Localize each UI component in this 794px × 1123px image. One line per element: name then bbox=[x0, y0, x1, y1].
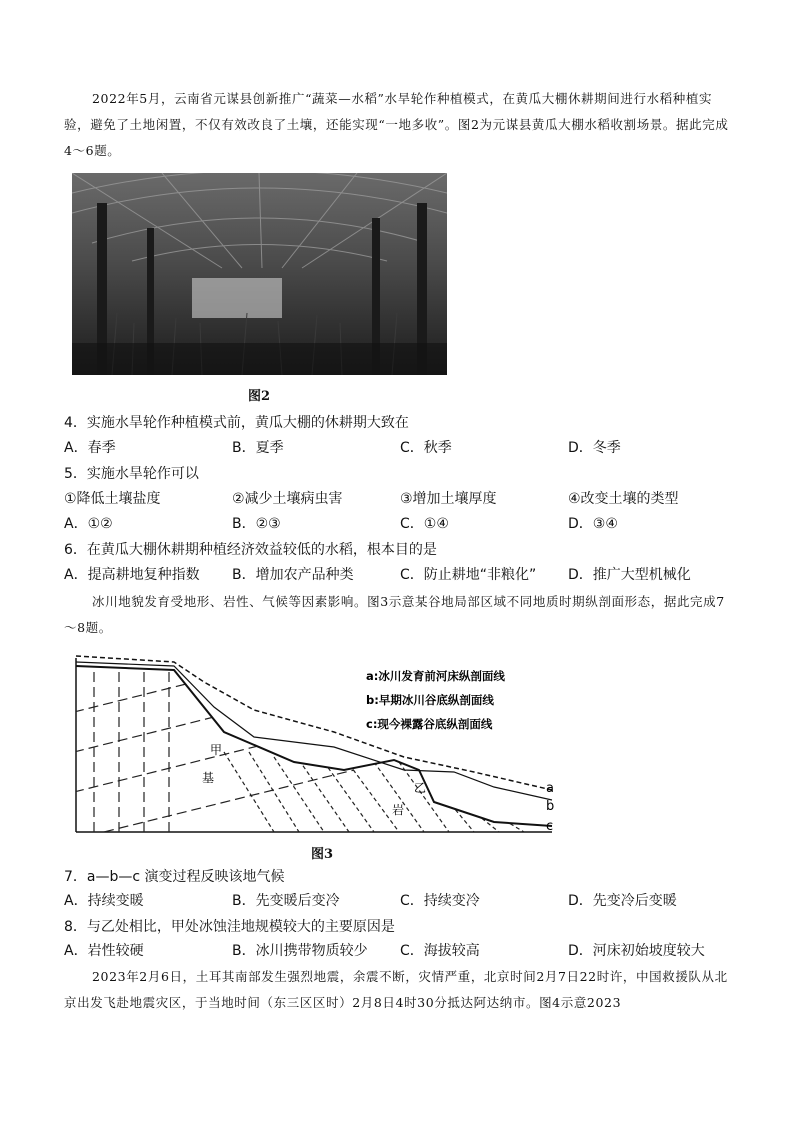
question-7-options bbox=[64, 890, 734, 914]
question-6-stem: 6．在黄瓜大棚休耕期种植经济效益较低的水稻，根本目的是 bbox=[64, 542, 437, 558]
label-jia: 甲 bbox=[210, 743, 223, 757]
option-c: C．秋季 bbox=[400, 440, 452, 456]
legend-a: a:冰川发育前河床纵剖面线 bbox=[366, 669, 505, 683]
option-c: C．防止耕地“非粮化” bbox=[400, 567, 537, 583]
question-6-options bbox=[64, 564, 734, 588]
label-a: a bbox=[546, 781, 554, 796]
option-a: A．持续变暖 bbox=[64, 893, 144, 909]
label-c: c bbox=[546, 819, 554, 834]
item-2: ②减少土壤病虫害 bbox=[232, 491, 343, 507]
label-b: b bbox=[546, 799, 554, 814]
greenhouse-photo bbox=[72, 173, 447, 375]
option-b: B．②③ bbox=[232, 516, 281, 532]
option-a: A．提高耕地复种指数 bbox=[64, 567, 200, 583]
option-d: D．河床初始坡度较大 bbox=[568, 943, 705, 959]
question-8-stem: 8．与乙处相比，甲处冰蚀洼地规模较大的主要原因是 bbox=[64, 919, 395, 935]
intro-paragraph-1: 2022年5月，云南省元谋县创新推广“蔬菜—水稻”水旱轮作种植模式，在黄瓜大棚休耕期间进行水稻种植实验，避免了土地闲置，不仅有效改良了土壤，还能实现“一地多收”。图2为元谋县黄瓜大棚水稻收割场景。据此完成4～6题。 bbox=[64, 91, 729, 158]
option-d: D．③④ bbox=[568, 516, 618, 532]
label-ji: 基 bbox=[202, 771, 215, 785]
question-4-options bbox=[64, 437, 734, 461]
option-a: A．春季 bbox=[64, 440, 116, 456]
question-5-stem: 5．实施水旱轮作可以 bbox=[64, 466, 199, 482]
option-c: C．海拔较高 bbox=[400, 943, 480, 959]
option-d: D．推广大型机械化 bbox=[568, 567, 691, 583]
option-b: B．增加农产品种类 bbox=[232, 567, 354, 583]
option-c: C．①④ bbox=[400, 516, 449, 532]
label-yan: 岩 bbox=[392, 803, 405, 817]
item-1: ①降低土壤盐度 bbox=[64, 491, 161, 507]
option-c: C．持续变冷 bbox=[400, 893, 480, 909]
item-4: ④改变土壤的类型 bbox=[568, 491, 679, 507]
option-b: B．夏季 bbox=[232, 440, 284, 456]
glacier-profile-diagram bbox=[74, 652, 554, 834]
legend-c: c:现今裸露谷底纵剖面线 bbox=[366, 717, 493, 731]
option-a: A．岩性较硬 bbox=[64, 943, 144, 959]
figure-3-caption: 图3 bbox=[311, 847, 334, 862]
legend-b: b:早期冰川谷底纵剖面线 bbox=[366, 693, 494, 707]
question-8-options bbox=[64, 940, 734, 964]
label-yi: 乙 bbox=[414, 781, 427, 795]
option-a: A．①② bbox=[64, 516, 113, 532]
option-b: B．冰川携带物质较少 bbox=[232, 943, 368, 959]
option-d: D．先变冷后变暖 bbox=[568, 893, 677, 909]
question-7-stem: 7．a—b—c 演变过程反映该地气候 bbox=[64, 869, 285, 885]
question-4-stem: 4．实施水旱轮作种植模式前，黄瓜大棚的休耕期大致在 bbox=[64, 415, 409, 431]
option-b: B．先变暖后变冷 bbox=[232, 893, 340, 909]
question-5-items bbox=[64, 488, 734, 512]
question-5-options bbox=[64, 513, 734, 537]
figure-2-caption: 图2 bbox=[248, 389, 271, 404]
intro-paragraph-2: 冰川地貌发育受地形、岩性、气候等因素影响。图3示意某谷地局部区域不同地质时期纵剖面形态，据此完成7～8题。 bbox=[64, 594, 725, 635]
option-d: D．冬季 bbox=[568, 440, 621, 456]
item-3: ③增加土壤厚度 bbox=[400, 491, 497, 507]
intro-paragraph-3: 2023年2月6日，土耳其南部发生强烈地震，余震不断，灾情严重，北京时间2月7日22时许，中国救援队从北京出发飞赴地震灾区，于当地时间（东三区区时）2月8日4时30分抵达阿达纳市。图4示意2023 bbox=[64, 969, 728, 1010]
